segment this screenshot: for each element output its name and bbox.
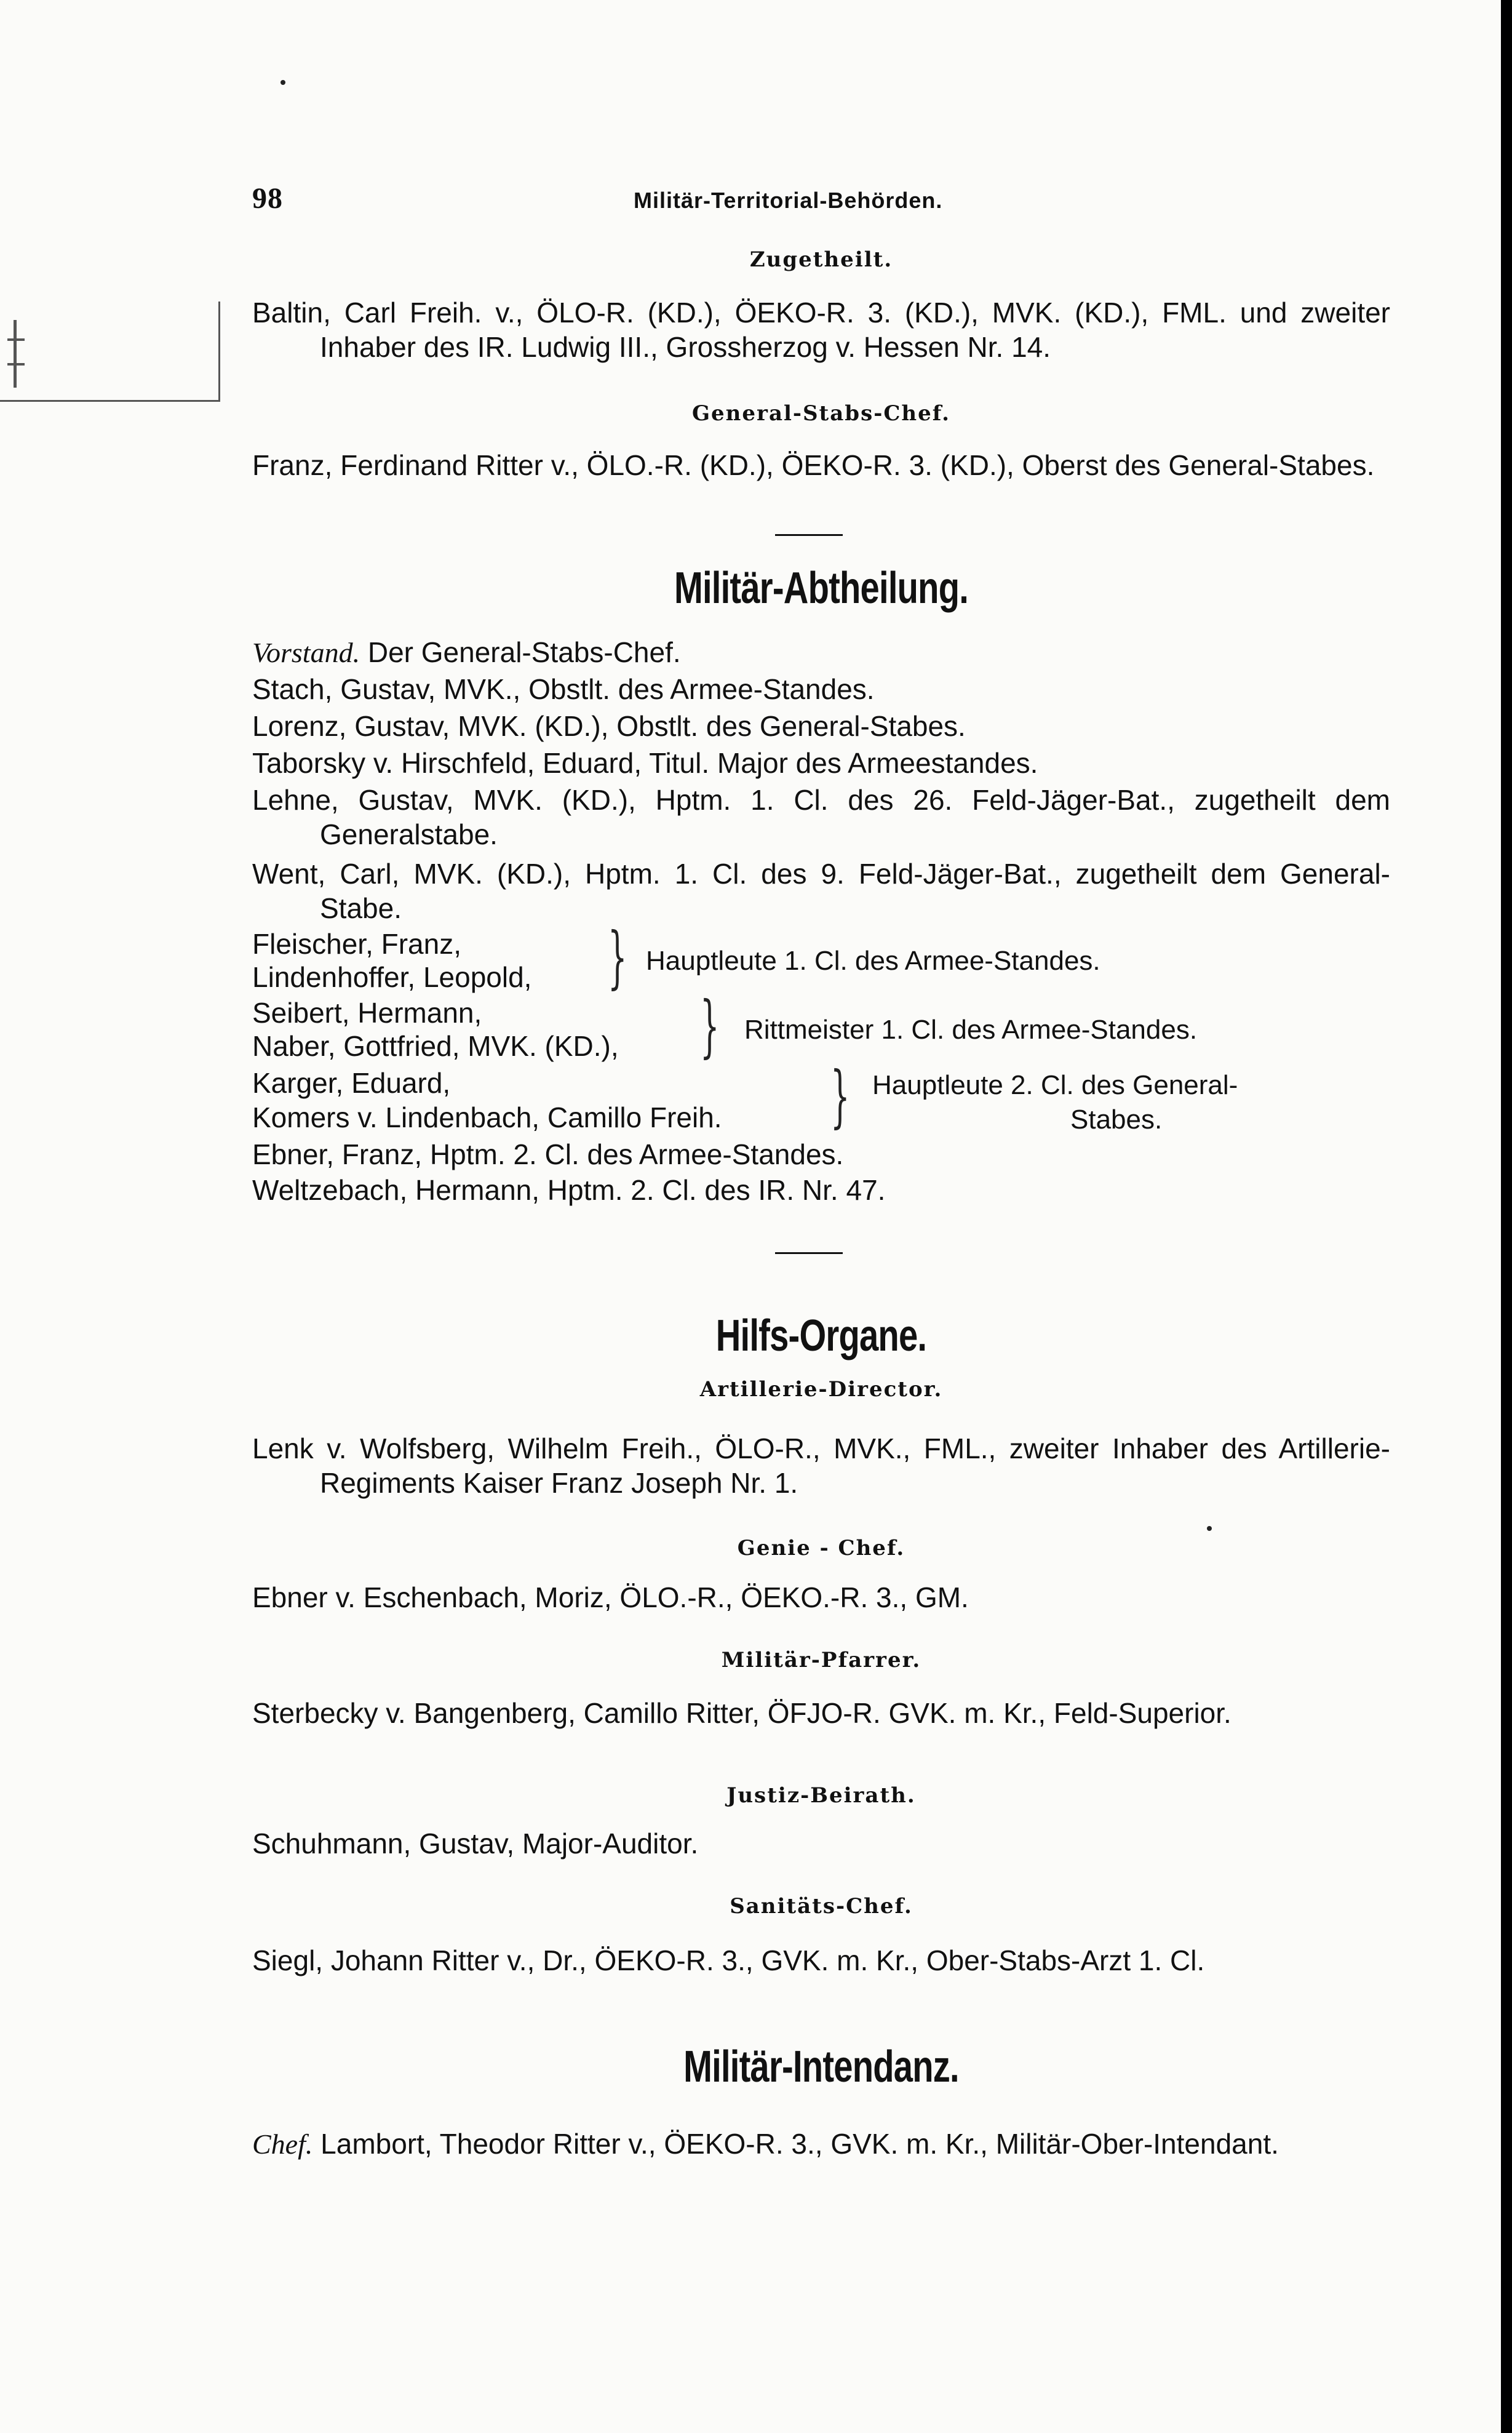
title-militaer-abtheilung: Militär-Abtheilung.: [674, 564, 969, 613]
chef-text: Lambort, Theodor Ritter v., ÖEKO-R. 3., GVK. m. Kr., Militär-Ober-Intendant.: [320, 2128, 1279, 2160]
page-header: [252, 182, 1378, 225]
entry-taborsky: Taborsky v. Hirschfeld, Eduard, Titul. Major des Armeestandes.: [252, 747, 1038, 779]
running-title: Militär-Territorial-Behörden.: [634, 188, 943, 213]
heading-justiz-beirath: Justiz-Beirath.: [726, 1783, 916, 1808]
group3-rank-line2: Stabes.: [1070, 1105, 1163, 1135]
scan-speck: [1207, 1526, 1212, 1531]
group3-name-2: Komers v. Lindenbach, Camillo Freih.: [252, 1101, 722, 1133]
divider-rule: [775, 534, 843, 536]
vorstand-line: [252, 635, 681, 670]
chef-label: Chef.: [252, 2128, 313, 2160]
heading-militaer-pfarrer: Militär-Pfarrer.: [721, 1648, 921, 1672]
heading-genie-chef: Genie - Chef.: [737, 1536, 905, 1560]
heading-zugetheilt: Zugetheilt.: [749, 247, 893, 272]
title-hilfs-organe: Hilfs-Organe.: [715, 1311, 927, 1360]
entry-baltin: Baltin, Carl Freih. v., ÖLO-R. (KD.), ÖEKO-R. 3. (KD.), MVK. (KD.), FML. und zweiter Inhaber des IR. Ludwig III., Grossherzog v. Hessen Nr. 14.: [252, 297, 1390, 363]
vorstand-text: Der General-Stabs-Chef.: [367, 636, 681, 668]
heading-general-stabs-chef: General-Stabs-Chef.: [692, 401, 950, 426]
entry-weltzebach: Weltzebach, Hermann, Hptm. 2. Cl. des IR. Nr. 47.: [252, 1174, 886, 1206]
scan-edge-mark: [0, 302, 220, 402]
entry-lambort: [252, 2127, 1390, 2162]
entry-went: Went, Carl, MVK. (KD.), Hptm. 1. Cl. des 9. Feld-Jäger-Bat., zugetheilt dem General-Stabe.: [252, 858, 1390, 924]
group2-name-2: Naber, Gottfried, MVK. (KD.),: [252, 1030, 619, 1062]
entry-lehne: Lehne, Gustav, MVK. (KD.), Hptm. 1. Cl. des 26. Feld-Jäger-Bat., zugetheilt dem Generalstabe.: [252, 784, 1390, 850]
group1-name-2: Lindenhoffer, Leopold,: [252, 961, 532, 993]
group3-name-1: Karger, Eduard,: [252, 1067, 451, 1099]
group2-name-1: Seibert, Hermann,: [252, 997, 482, 1029]
brace: }: [830, 1057, 850, 1135]
entry-stach: Stach, Gustav, MVK., Obstlt. des Armee-Standes.: [252, 673, 875, 705]
entry-ebner-eschenbach: Ebner v. Eschenbach, Moriz, ÖLO.-R., ÖEKO.-R. 3., GM.: [252, 1581, 969, 1613]
title-militaer-intendanz: Militär-Intendanz.: [683, 2042, 959, 2091]
entry-schuhmann: Schuhmann, Gustav, Major-Auditor.: [252, 1828, 699, 1860]
heading-artillerie-director: Artillerie-Director.: [699, 1377, 943, 1402]
group3-rank-line1: Hauptleute 2. Cl. des General-: [872, 1070, 1238, 1100]
group2-rank: Rittmeister 1. Cl. des Armee-Standes.: [744, 1015, 1198, 1045]
entry-siegl: Siegl, Johann Ritter v., Dr., ÖEKO-R. 3., GVK. m. Kr., Ober-Stabs-Arzt 1. Cl.: [252, 1944, 1205, 1976]
heading-sanitaets-chef: Sanitäts-Chef.: [730, 1894, 913, 1919]
brace: }: [700, 986, 720, 1065]
page-number: 98: [252, 182, 283, 215]
group1-rank: Hauptleute 1. Cl. des Armee-Standes.: [646, 946, 1100, 976]
group1-name-1: Fleischer, Franz,: [252, 928, 461, 960]
entry-lorenz: Lorenz, Gustav, MVK. (KD.), Obstlt. des General-Stabes.: [252, 710, 966, 742]
brace: }: [608, 917, 627, 996]
entry-franz: Franz, Ferdinand Ritter v., ÖLO.-R. (KD.), ÖEKO-R. 3. (KD.), Oberst des General-Stabes.: [252, 449, 1375, 481]
scan-speck: [281, 80, 285, 85]
entry-sterbecky: Sterbecky v. Bangenberg, Camillo Ritter, ÖFJO-R. GVK. m. Kr., Feld-Superior.: [252, 1697, 1231, 1729]
vorstand-label: Vorstand.: [252, 637, 360, 668]
entry-lenk: Lenk v. Wolfsberg, Wilhelm Freih., ÖLO-R., MVK., FML., zweiter Inhaber des Artillerie-Regiments Kaiser Franz Joseph Nr. 1.: [252, 1432, 1390, 1499]
entry-ebner-franz: Ebner, Franz, Hptm. 2. Cl. des Armee-Standes.: [252, 1138, 844, 1170]
divider-rule: [775, 1252, 843, 1254]
